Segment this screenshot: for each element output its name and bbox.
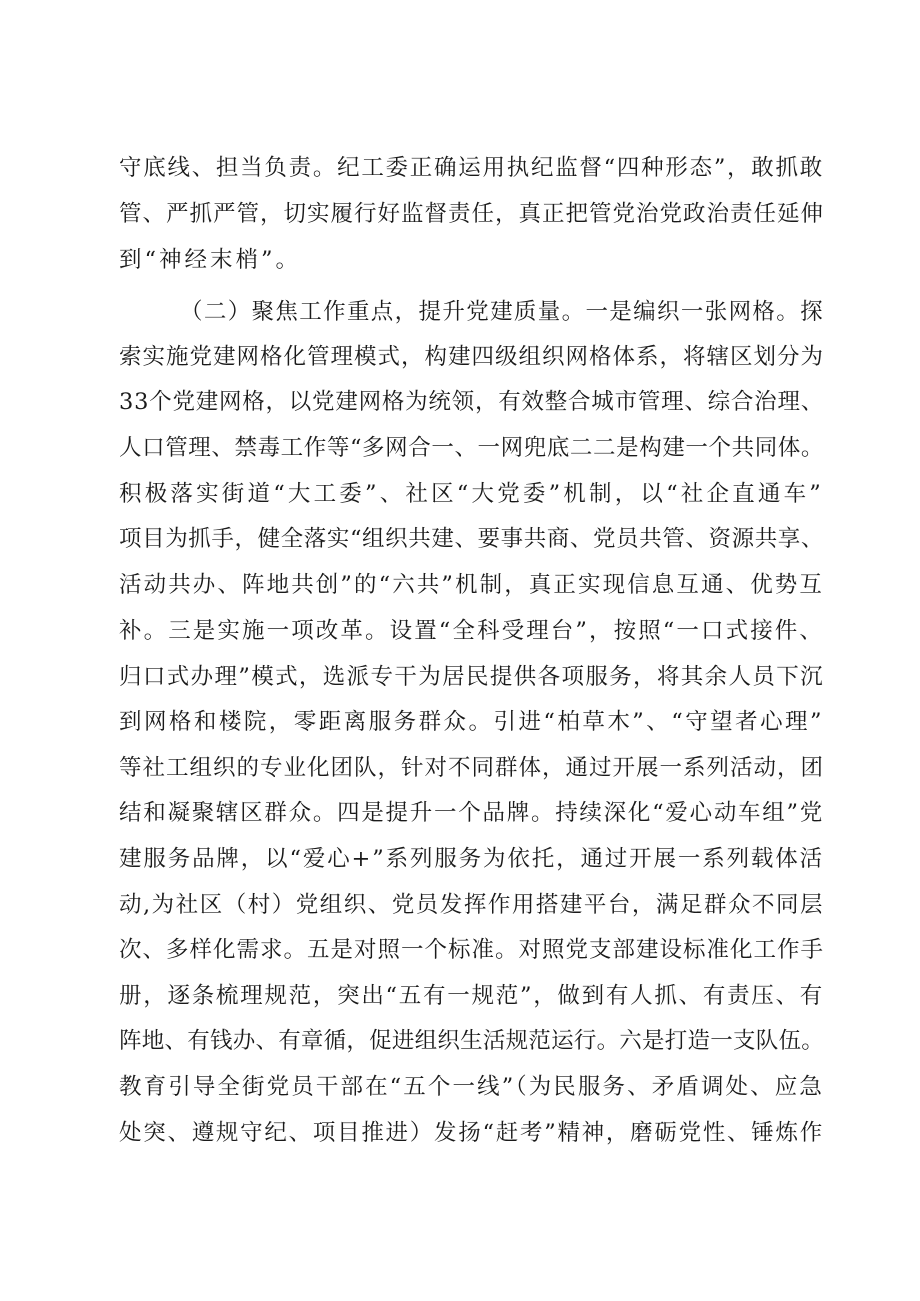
text-line: 项目为抓手，健全落实“组织共建、要事共商、党员共管、资源共享、 [119,526,824,552]
text-line: 补。三是实施一项改革。设置“全科受理台”，按照“一口式接件、 [119,618,824,644]
text-line: 建服务品牌，以“爱心+”系列服务为依托，通过开展一系列载体活 [119,846,824,872]
text-line: 册，逐条梳理规范，突出“五有一规范”，做到有人抓、有责压、有 [119,983,824,1009]
text-line: 索实施党建网格化管理模式，构建四级组织网格体系，将辖区划分为 [119,344,824,370]
text-line: 到网格和楼院，零距离服务群众。引进“柏草木”、“守望者心理” [119,709,824,735]
text-line: 管、严抓严管，切实履行好监督责任，真正把管党治党政治责任延伸 [119,201,824,227]
text-line: 教育引导全街党员干部在“五个一线”（为民服务、矛盾调处、应急 [119,1074,824,1100]
text-line: 阵地、有钱办、有章循，促进组织生活规范运行。六是打造一支队伍。 [119,1028,824,1054]
text-line: 活动共办、阵地共创”的“六共”机制，真正实现信息互通、优势互 [119,572,824,598]
text-line: 到“神经末梢”。 [119,247,302,273]
text-line: 人口管理、禁毒工作等“多网合一、一网兜底二二是构建一个共同体。 [119,435,824,461]
text-line: 33个党建网格，以党建网格为统领，有效整合城市管理、综合治理、 [119,389,824,415]
text-line: 结和凝聚辖区群众。四是提升一个品牌。持续深化“爱心动车组”党 [119,800,824,826]
text-line: 积极落实街道“大工委”、社区“大党委”机制，以“社企直通车” [119,481,824,507]
text-line: 归口式办理”模式，选派专干为居民提供各项服务，将其余人员下沉 [119,664,824,690]
text-line: （二）聚焦工作重点，提升党建质量。一是编织一张网格。探 [180,299,824,325]
text-line: 次、多样化需求。五是对照一个标准。对照党支部建设标准化工作手 [119,937,824,963]
text-line: 等社工组织的专业化团队，针对不同群体，通过开展一系列活动，团 [119,755,824,781]
text-line: 动,为社区（村）党组织、党员发挥作用搭建平台，满足群众不同层 [119,892,824,918]
text-line: 守底线、担当负责。纪工委正确运用执纪监督“四种形态”，敢抓敢 [119,155,824,181]
text-line: 处突、遵规守纪、项目推进）发扬“赶考”精神，磨砺党性、锤炼作 [119,1120,824,1146]
